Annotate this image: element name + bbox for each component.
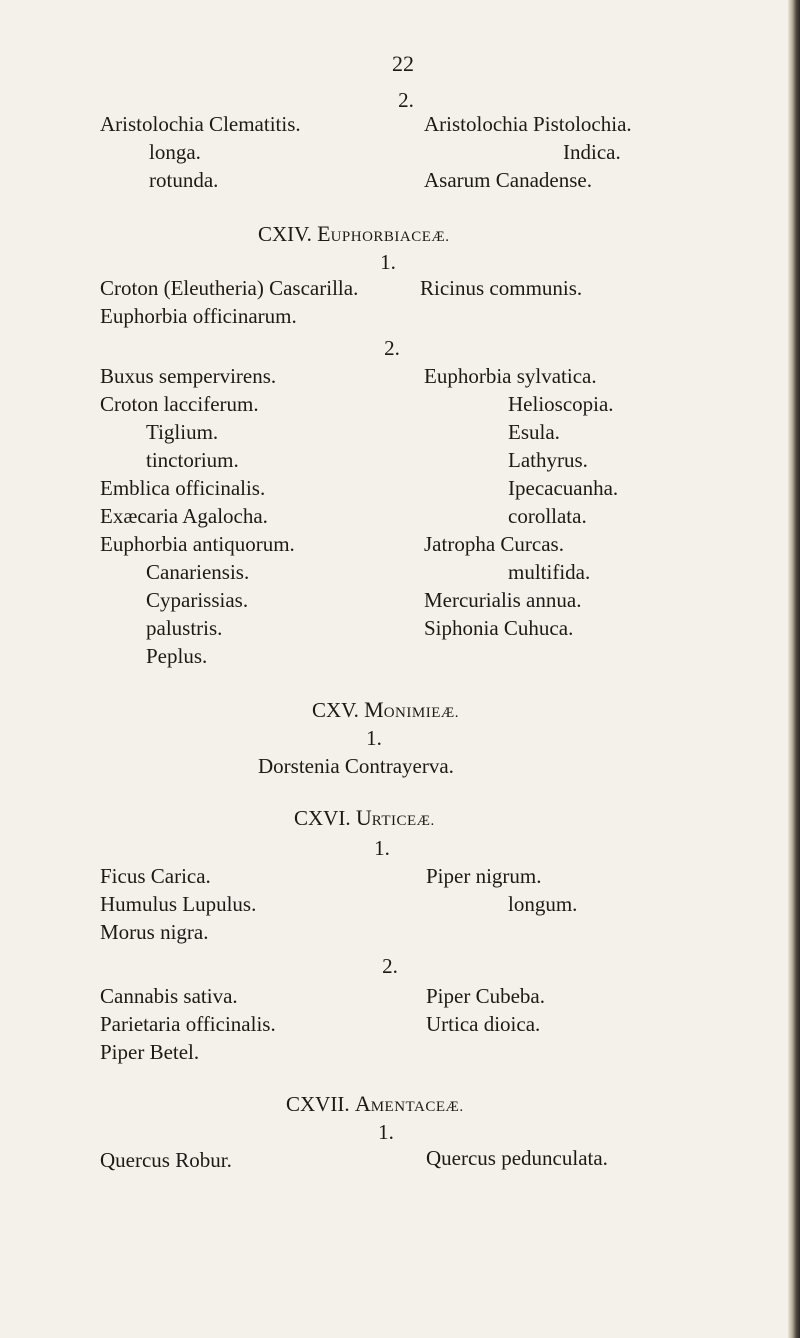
entry-center: Dorstenia Contrayerva.: [258, 754, 454, 778]
subsection-number: 1.: [366, 726, 382, 750]
section-name-initial: A: [354, 1091, 371, 1116]
entry-left: Cannabis sativa.: [100, 984, 238, 1008]
entry-left: Ficus Carica.: [100, 864, 211, 888]
subsection-number: 1.: [378, 1120, 394, 1144]
entry-left: Croton (Eleutheria) Cascarilla.: [100, 276, 359, 300]
entry-right: Aristolochia Pistolochia.: [424, 112, 632, 136]
section-heading: [312, 698, 459, 725]
entry-right: corollata.: [508, 504, 587, 528]
entry-left: Cyparissias.: [146, 588, 249, 612]
subsection-number: 2.: [382, 954, 398, 978]
entry-right: Siphonia Cuhuca.: [424, 616, 574, 640]
subsection-number: 2.: [384, 336, 400, 360]
section-name-initial: E: [317, 221, 331, 246]
entry-right: Helioscopia.: [508, 392, 614, 416]
section-name-rest: UPHORBIACEÆ.: [330, 229, 450, 245]
page-number: 22: [392, 51, 414, 76]
entry-left: Canariensis.: [146, 560, 250, 584]
subsection-number: 1.: [380, 250, 396, 274]
entry-left: tinctorium.: [146, 448, 239, 472]
entry-left: Morus nigra.: [100, 920, 209, 944]
section-name-initial: U: [355, 805, 372, 830]
entry-right: Indica.: [563, 140, 621, 164]
entry-right: Quercus pedunculata.: [426, 1146, 608, 1170]
entry-left: Quercus Robur.: [100, 1148, 232, 1172]
entry-left: longa.: [149, 140, 201, 164]
entry-left: Piper Betel.: [100, 1040, 200, 1064]
entry-left: Parietaria officinalis.: [100, 1012, 276, 1036]
section-name-rest: RTICEÆ.: [371, 813, 435, 829]
entry-right: Asarum Canadense.: [424, 168, 592, 192]
entry-left: Euphorbia officinarum.: [100, 304, 297, 328]
entry-left: Croton lacciferum.: [100, 392, 259, 416]
entry-right: Lathyrus.: [508, 448, 588, 472]
section-name-rest: MENTACEÆ.: [370, 1099, 464, 1115]
entry-right: Urtica dioica.: [426, 1012, 541, 1036]
entry-left: Emblica officinalis.: [100, 476, 266, 500]
section-numeral: CXVI.: [294, 806, 351, 830]
entry-left: Exæcaria Agalocha.: [100, 504, 268, 528]
entry-left: Euphorbia antiquorum.: [100, 532, 295, 556]
entry-left: Aristolochia Clematitis.: [100, 112, 301, 136]
section-numeral: CXIV.: [258, 222, 312, 246]
entry-left: Buxus sempervirens.: [100, 364, 277, 388]
entry-left: Humulus Lupulus.: [100, 892, 257, 916]
entry-right: Ipecacuanha.: [508, 476, 619, 500]
entry-left: palustris.: [146, 616, 223, 640]
entry-right: Mercurialis annua.: [424, 588, 582, 612]
entry-left: Peplus.: [146, 644, 208, 668]
entry-right: multifida.: [508, 560, 591, 584]
section-heading: [294, 806, 435, 833]
section-heading: [258, 222, 450, 249]
section-numeral: CXVII.: [286, 1092, 350, 1116]
entry-right: Ricinus communis.: [420, 276, 583, 300]
page-edge-shadow: [788, 0, 800, 1338]
entry-right: longum.: [508, 892, 578, 916]
section-name-initial: M: [364, 697, 384, 722]
subsection-number: 1.: [374, 836, 390, 860]
section-numeral: CXV.: [312, 698, 359, 722]
entry-right: Euphorbia sylvatica.: [424, 364, 597, 388]
entry-right: Piper nigrum.: [426, 864, 542, 888]
section-name-rest: ONIMIEÆ.: [383, 705, 459, 721]
entry-right: Esula.: [508, 420, 560, 444]
entry-right: Jatropha Curcas.: [424, 532, 564, 556]
entry-left: rotunda.: [149, 168, 219, 192]
section-heading: [286, 1092, 464, 1119]
entry-right: Piper Cubeba.: [426, 984, 545, 1008]
subsection-number: 2.: [398, 88, 414, 112]
entry-left: Tiglium.: [146, 420, 219, 444]
